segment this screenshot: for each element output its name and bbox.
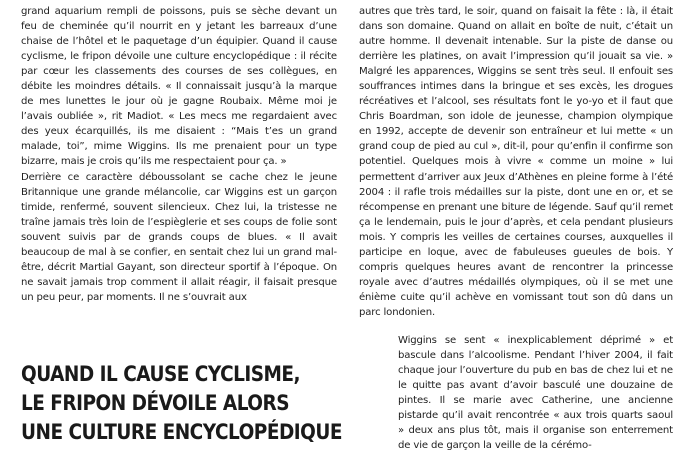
paragraph: autres que très tard, le soir, quand on faisait la fête : là, il était dans son domaine. Quand on allait en boîte de nuit, c’était un autre homme. Il devenait intenable. Sur la piste de danse ou derrière les platines, on avait l’impression qu’il jouait sa vie. » Malgré les apparences, Wiggins se sent très seul. Il enfouit ses souffrances intimes dans la bringue et ses excès, les drogues récréatives et l’alcool, ses résultats font le yo-yo et il faut que Chris Boardman, son idole de jeunesse, champion olympique en 1992, accepte de devenir son entraîneur et lui mette « un grand coup de pied au cul », dit-il, pour qu’enfin il confirme son potentiel. Quelques mois à vivre « comme un moine » lui permettent d’arriver aux Jeux d’Athènes en pleine forme à l’été 2004 : il rafle trois médailles sur la piste, dont une en or, et se récompense en prenant une biture de légende. Sauf qu’il remet ça le lendemain, puis le jour d’après, et cela pendant plusieurs mois. Y compris les veilles de certaines courses, auxquelles il participe en loque, avec de fabuleuses gueules de bois. Y compris quelques heures avant de rencontrer la princesse royale avec d’autres médaillés olympiques, où il se met une énième cuite qu’il achève en vomissant tout son dû dans un parc londonien. — [359, 6, 673, 318]
right-text-column — [359, 4, 673, 320]
left-text-column — [21, 4, 337, 305]
paragraph: Wiggins se sent « inexplicablement déprimé » et bascule dans l’alcoolisme. Pendant l’hiver 2004, il fait chaque jour l’ouverture du pub en bas de chez lui et ne le quitte pas avant d’avoir basculé une douzaine de pintes. Il se marie avec Catherine, une ancienne pistarde qu’il avait rencontrée « aux trois quarts saoul » deux ans plus tôt, mais il organise son enterrement de vie de garçon la veille de la cérémo- — [398, 335, 673, 452]
pull-quote-line: LE FRIPON DÉVOILE ALORS — [21, 391, 290, 416]
right-text-continued — [398, 333, 673, 453]
pull-quote-line: UNE CULTURE ENCYCLOPÉDIQUE — [21, 420, 342, 445]
paragraph: Derrière ce caractère déboussolant se cache chez le jeune Britannique une grande mélancolie, car Wiggins est un garçon timide, renfermé, souvent silencieux. Chez lui, la tristesse ne traîne jamais très loin de l’espièglerie et ses coups de folie sont souvent suivis par de grands coups de blues. « Il avait beaucoup de mal à se confier, en sentait chez lui un grand mal-être, décrit Martial Gayant, son directeur sportif à l’époque. On ne savait jamais trop comment il allait réagir, il faisait presque un peu peur, par moments. Il ne s’ouvrait aux — [21, 171, 337, 303]
paragraph: grand aquarium rempli de poissons, puis se sèche devant un feu de cheminée qu’il nourrit en y jetant les barreaux d’une chaise de l’hôtel et le paquetage d’un équipier. Quand il cause cyclisme, le fripon dévoile une culture encyclopédique : il récite par cœur les classements des courses de ses collègues, en débite les moindres détails. « Il connaissait jusqu’à la marque de mes lunettes le jour où je gagne Roubaix. Même moi je l’avais oubliée », rit Madiot. « Les mecs me regardaient avec des yeux écarquillés, ils me disaient : “Mais t’es un grand malade, toi”, mime Wiggins. Ils me prenaient pour un type bizarre, mais je crois qu’ils me respectaient pour ça. » — [21, 6, 337, 168]
pull-quote — [21, 360, 342, 447]
pull-quote-line: QUAND IL CAUSE CYCLISME, — [21, 362, 301, 387]
